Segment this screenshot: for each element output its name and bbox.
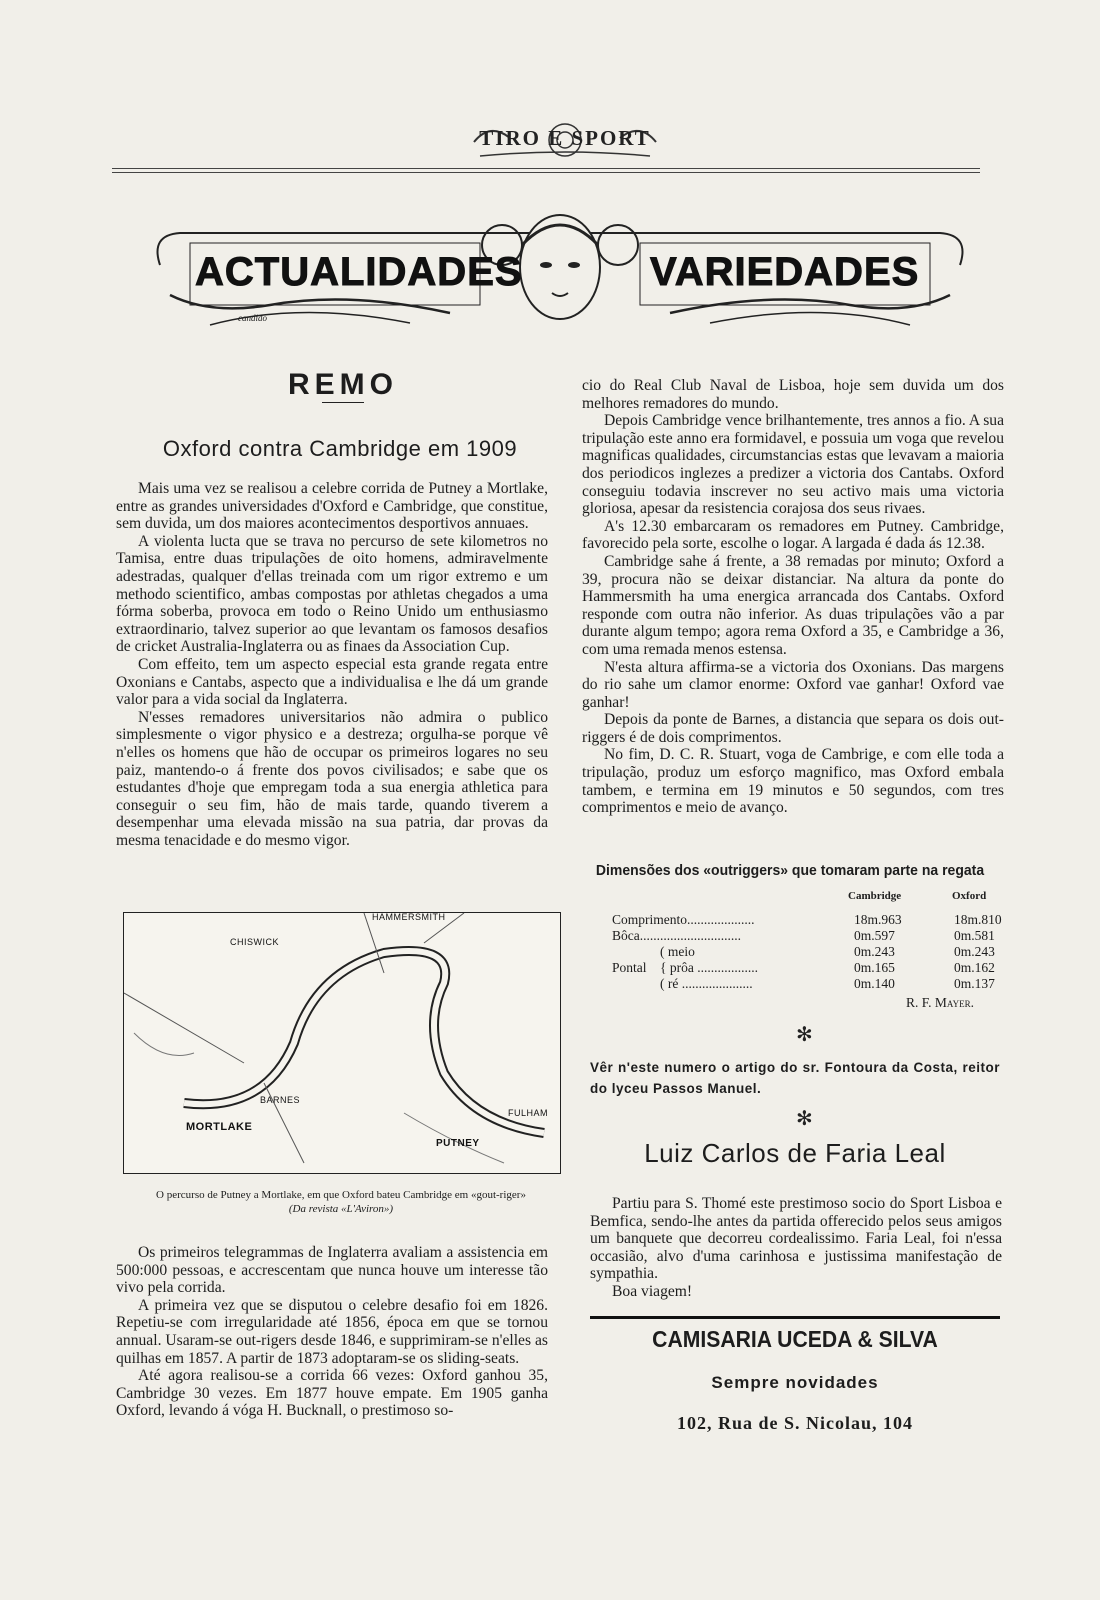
article-subtitle: Oxford contra Cambridge em 1909 [162,436,518,461]
table-row-label: Comprimento.................... [612,912,755,927]
table-cell-cambridge: 0m.597 [854,928,895,943]
ad-subtitle: Sempre novidades [711,1373,879,1392]
article-paragraph: N'esta altura affirma-se a victoria dos Oxonians. Das margens do rio sahe um clamor enorme: Oxford vae ganhar! Oxford vae ganhar! [582,658,1004,711]
article-paragraph: Depois Cambridge vence brilhantemente, tres annos a fio. A sua tripulação este anno era formidavel, e possuia um voga que revelou magnificas qualidades, circumstancias estas que levavam a maioria dos periodicos inglezes a predizer a victoria dos Cantabs. Oxford conseguiu todavia inscrever no seu activo mais uma victoria gloriosa, apesar da resistencia corajosa dos seus rivaes. [582,412,1004,518]
banner-right-word: VARIEDADES [650,250,920,294]
ad-rule [590,1316,1000,1319]
leal-body [590,1195,1002,1301]
table-title: Dimensões dos «outriggers» que tomaram parte na regata [595,861,985,879]
table-cell-oxford: 0m.581 [954,928,995,943]
ad-title: CAMISARIA UCEDA & SILVA [652,1326,938,1352]
table-cell-cambridge: 0m.243 [854,944,895,959]
map-label-mortlake: MORTLAKE [186,1121,253,1133]
article-paragraph: N'esses remadores universitarios não admira o publico simplesmente o vigor physico e a destreza; orgulha-se porque vê n'elles os homens que hão de occupar os primeiros logares no seu paiz, mantendo-o á frente dos povos civilisados; e sabe que os estudantes d'hoje que empregam toda a sua energia athletica para conseguir o seu fim, hão de mais tarde, quando tiverem a desempenhar uma elevada missão na sua patria, dar provas da mesma tenacidade e do mesmo vigor. [116,708,548,849]
table-header-oxford: Oxford [952,890,987,902]
table-row-label: { prôa .................. [660,960,758,975]
map-label-barnes: BARNES [260,1095,301,1105]
table-cell-cambridge: 18m.963 [854,912,902,927]
map-caption-text: O percurso de Putney a Mortlake, em que Oxford bateu Cambridge em «gout-riger» [156,1189,526,1201]
table-cell-oxford: 18m.810 [954,912,1002,927]
masthead-title: TIRO E SPORT [479,126,651,150]
section-title: REMO [288,368,398,401]
table-cell-oxford: 0m.137 [954,976,995,991]
article-paragraph: Os primeiros telegrammas de Inglaterra avaliam a assistencia em 500:000 pessoas, e accrescentam que nunca houve um interesse tão vivo pela corrida. [116,1244,548,1297]
map-label-fulham: FULHAM [508,1108,549,1118]
header-rule-bottom [112,172,980,173]
leal-title: Luiz Carlos de Faria Leal [644,1138,946,1168]
table-header-cambridge: Cambridge [848,890,902,902]
table-row-label: Bôca.............................. [612,928,741,943]
article-paragraph: A violenta lucta que se trava no percurso de sete kilometros no Tamisa, entre duas tripulações de oito homens, admiravelmente adestradas, qualquer d'ellas treinada com um rigor extremo e um methodo scientifico, ambas compostas por athletas chegados a uma fórma soberba, provoca em todo o Reino Unido um enthusiasmo extraordinario, talvez superior ao que levantam os famosos desafios de cricket Australia-Inglaterra ou as finaes da Association Cup. [116,532,548,656]
masthead-logo [470,118,660,160]
section-banner [150,205,970,345]
table-cell-oxford: 0m.162 [954,960,995,975]
leal-paragraph: Partiu para S. Thomé este prestimoso socio do Sport Lisboa e Bemfica, sendo-lhe antes da partida offerecido pelos seus amigos um banquete que decorreu cordealissimo. Faria Leal, foi n'essa occasião, alvo d'uma carinhosa e justissima manifestação de sympathia. [590,1195,1002,1283]
article-paragraph: No fim, D. C. R. Stuart, voga de Cambrige, e com elle toda a tripulação, produz um esforço magnifico, mas Oxford embala tambem, e termina em 19 minutos e 50 segundos, com tres comprimentos e meio de avanço. [582,746,1004,817]
table-row-label: ( meio [660,944,695,959]
map-caption [120,1188,562,1216]
banner-left-word: ACTUALIDADES [195,250,523,294]
article-paragraph: Mais uma vez se realisou a celebre corrida de Putney a Mortlake, entre as grandes universidades d'Oxford e Cambridge, que constitue, sem duvida, um dos maiores acontecimentos desportivos annuaes. [116,480,548,533]
ornament-star-icon: ✻ [796,1108,813,1130]
table-cell-cambridge: 0m.140 [854,976,895,991]
article-paragraph: A primeira vez que se disputou o celebre desafio foi em 1826. Repetiu-se com irregularidade até 1856, época em que se tornou annual. Usaram-se out-rigers desde 1846, e supprimiram-se n'elles as quilhas em 1857. A partir de 1873 adoptaram-se os sliding-seats. [116,1296,548,1367]
table-group-label: Pontal [612,960,647,975]
section-title-rule [322,402,364,403]
article-paragraph: Depois da ponte de Barnes, a distancia que separa os dois out-riggers é de dois comprimentos. [582,711,1004,746]
ad-address: 102, Rua de S. Nicolau, 104 [676,1413,914,1433]
course-map [123,912,561,1174]
leal-paragraph: Boa viagem! [612,1282,693,1300]
article-paragraph: cio do Real Club Naval de Lisboa, hoje sem duvida um dos melhores remadores do mundo. [582,377,1004,412]
article-left-column [116,480,548,849]
article-paragraph: Com effeito, tem um aspecto especial esta grande regata entre Oxonians e Cantabs, aspecto que a individualisa e lhe dá um grande valor para a vida social da Inglaterra. [116,655,548,709]
article-left-lower [116,1244,548,1420]
article-author: R. F. Mayer. [906,995,974,1010]
table-cell-cambridge: 0m.165 [854,960,895,975]
ornament-star-icon: ✻ [796,1024,813,1046]
map-label-hammersmith: HAMMERSMITH [372,912,446,922]
map-label-putney: PUTNEY [436,1138,480,1149]
article-paragraph: Cambridge sahe á frente, a 38 remadas por minuto; Oxford a 39, procura não se deixar distanciar. Na altura da ponte do Hammersmith ha uma energica arrancada dos Cantabs. Oxford responde com outra não inferior. As duas tripulações vão a par durante algum tempo; agora rema Oxford a 35, e Cambridge a 36, com uma remada menos estensa. [582,552,1004,658]
map-source: (Da revista «L'Aviron») [288,1203,394,1215]
notice-text: Vêr n'este numero o artigo do sr. Fontoura da Costa, reitor do lyceu Passos Manuel. [590,1060,1000,1096]
table-cell-oxford: 0m.243 [954,944,995,959]
article-right-column [582,377,1004,817]
header-rule-top [112,168,980,169]
map-label-chiswick: CHISWICK [230,937,279,947]
banner-signature: candido [238,313,267,323]
river-illustration [124,913,560,1173]
article-paragraph: Até agora realisou-se a corrida 66 vezes: Oxford ganhou 35, Cambridge 30 vezes. Em 1877 houve empate. Em 1905 ganha Oxford, levando á vóga H. Bucknall, o prestimoso so- [116,1367,548,1420]
table-row-label: ( ré ..................... [660,976,753,991]
article-paragraph: A's 12.30 embarcaram os remadores em Putney. Cambridge, favorecido pela sorte, escolhe o logar. A largada é dada ás 12.38. [582,517,1004,553]
